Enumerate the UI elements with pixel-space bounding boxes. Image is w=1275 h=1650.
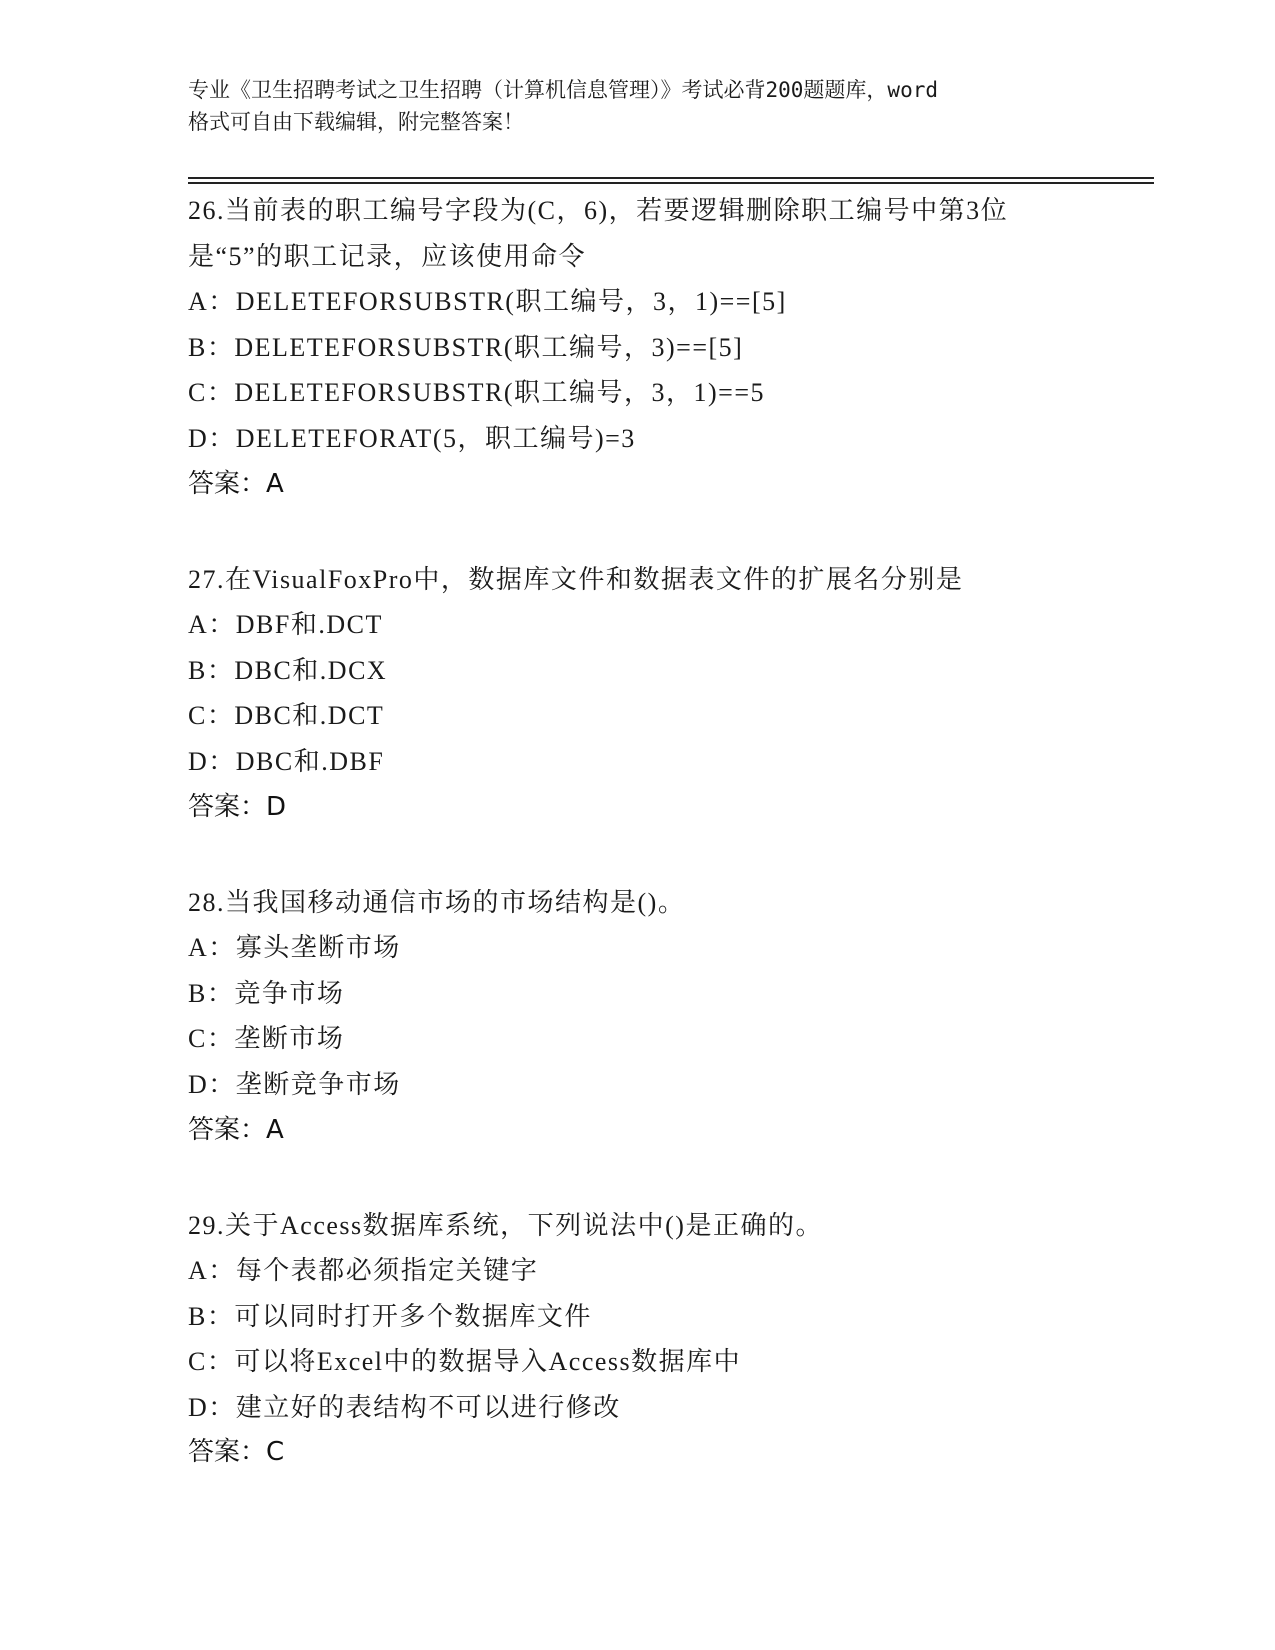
option-c: C：垄断市场: [188, 1024, 345, 1054]
answer-label: 答案：A: [188, 468, 284, 499]
question-29: [188, 1203, 1148, 1476]
option-a: A：DELETEFORSUBSTR(职工编号，3，1)==[5]: [188, 287, 787, 317]
header-line-2: 格式可自由下载编辑，附完整答案！: [188, 110, 524, 134]
question-list: [188, 188, 1148, 1525]
option-a: A：寡头垄断市场: [188, 933, 401, 963]
document-header: [188, 74, 1088, 138]
question-stem-line: 29.关于Access数据库系统，下列说法中()是正确的。: [188, 1210, 823, 1240]
question-stem-line: 26.当前表的职工编号字段为(C，6)，若要逻辑删除职工编号中第3位: [188, 196, 1009, 225]
answer-label: 答案：C: [188, 1437, 285, 1468]
header-line-1: 专业《卫生招聘考试之卫生招聘（计算机信息管理）》考试必背200题题库，word: [188, 78, 938, 102]
question-stem-line: 28.当我国移动通信市场的市场结构是()。: [188, 887, 686, 917]
question-stem-line: 是“5”的职工记录，应该使用命令: [188, 241, 587, 271]
option-c: C：DBC和.DCT: [188, 701, 385, 731]
option-b: B：可以同时打开多个数据库文件: [188, 1301, 592, 1331]
header-divider-top: [188, 177, 1154, 179]
option-c: C：DELETEFORSUBSTR(职工编号，3，1)==5: [188, 378, 766, 408]
question-stem-line: 27.在VisualFoxPro中，数据库文件和数据表文件的扩展名分别是: [188, 564, 964, 594]
option-b: B：DELETEFORSUBSTR(职工编号，3)==[5]: [188, 332, 744, 362]
header-divider-bottom: [188, 182, 1154, 184]
option-b: B：竞争市场: [188, 978, 345, 1008]
option-a: A：DBF和.DCT: [188, 610, 383, 640]
option-a: A：每个表都必须指定关键字: [188, 1256, 539, 1286]
answer-label: 答案：D: [188, 791, 287, 822]
option-d: D：建立好的表结构不可以进行修改: [188, 1392, 621, 1422]
option-b: B：DBC和.DCX: [188, 655, 388, 685]
question-27: [188, 557, 1148, 830]
option-d: D：DBC和.DBF: [188, 746, 385, 776]
question-28: [188, 880, 1148, 1153]
answer-label: 答案：A: [188, 1114, 284, 1145]
option-d: D：DELETEFORAT(5，职工编号)=3: [188, 423, 636, 453]
option-c: C：可以将Excel中的数据导入Access数据库中: [188, 1347, 742, 1377]
question-26: [188, 188, 1148, 507]
option-d: D：垄断竞争市场: [188, 1069, 401, 1099]
